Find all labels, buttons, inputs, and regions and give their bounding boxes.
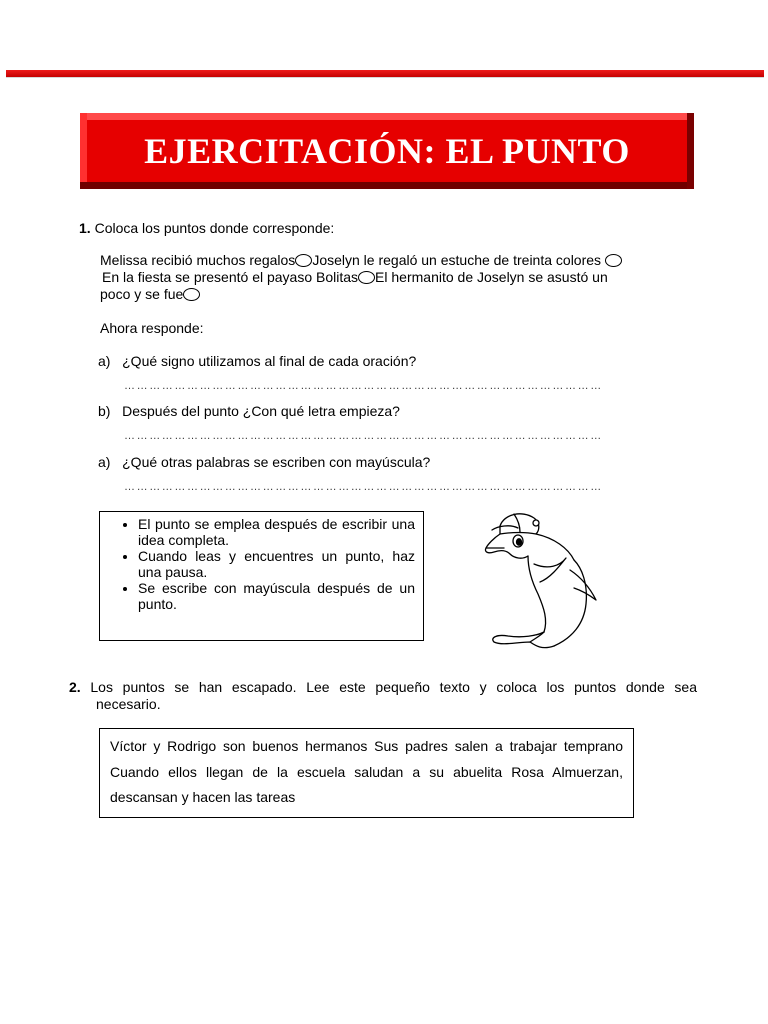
page-title: EJERCITACIÓN: EL PUNTO (144, 131, 630, 171)
rule-item: • Se escribe con mayúscula después de un punto. (138, 580, 415, 612)
rules-box (99, 511, 424, 641)
rule-item: • Cuando leas y encuentres un punto, haz una pausa. (138, 548, 415, 580)
rules-list (100, 512, 423, 612)
question-label: a) (98, 454, 111, 470)
question-a (98, 353, 416, 370)
title-banner (80, 113, 694, 189)
sentence-text: El hermanito de Joselyn se asustó un (375, 269, 608, 285)
dolphin-with-cap-icon (478, 508, 608, 656)
period-blank-circle[interactable] (358, 271, 375, 284)
sentence-line-1 (100, 252, 622, 269)
question-c (98, 454, 430, 471)
exercise-1-instruction-text: Coloca los puntos donde corresponde: (94, 220, 335, 236)
sentence-line-2 (102, 269, 608, 286)
exercise-2-text: Víctor y Rodrigo son buenos hermanos Sus padres salen a trabajar temprano Cuando ellos llegan de la escuela saludan a su abuelita Rosa Almuerzan, descansan y hacen las tareas (110, 738, 623, 805)
period-blank-circle[interactable] (183, 288, 200, 301)
answer-prompt: Ahora responde: (100, 320, 204, 336)
sentence-text: En la fiesta se presentó el payaso Bolitas (102, 269, 359, 285)
exercise-2-instruction-line1: Los puntos se han escapado. Lee este pequeño texto y coloca los puntos donde sea (90, 679, 698, 695)
exercise-2-instruction (69, 679, 697, 696)
answer-line[interactable]: …………………………………………………………………………………………………… (124, 430, 603, 442)
exercise-2-instruction-line2: necesario. (96, 696, 161, 712)
sentence-line-3 (100, 286, 200, 303)
question-b (98, 403, 400, 420)
sentence-text: Melissa recibió muchos regalos (100, 252, 296, 268)
period-blank-circle[interactable] (605, 254, 622, 267)
header-rule (6, 70, 764, 78)
answer-line[interactable]: …………………………………………………………………………………………………… (124, 380, 603, 392)
sentence-text: Joselyn le regaló un estuche de treinta colores (312, 252, 602, 268)
period-blank-circle[interactable] (295, 254, 312, 267)
answer-line[interactable]: …………………………………………………………………………………………………… (124, 481, 603, 493)
rule-item: • El punto se emplea después de escribir una idea completa. (138, 516, 415, 548)
question-label: a) (98, 353, 111, 369)
question-text: ¿Qué signo utilizamos al final de cada oración? (122, 353, 417, 369)
question-text: Después del punto ¿Con qué letra empieza? (122, 403, 400, 419)
question-text: ¿Qué otras palabras se escriben con mayúscula? (122, 454, 431, 470)
exercise-1-number: 1. (79, 220, 91, 236)
sentence-text: poco y se fue (100, 286, 184, 302)
question-label: b) (98, 403, 111, 419)
exercise-2-text-box[interactable] (99, 728, 634, 818)
exercise-1-instruction (79, 220, 334, 237)
exercise-2-number: 2. (69, 679, 81, 695)
